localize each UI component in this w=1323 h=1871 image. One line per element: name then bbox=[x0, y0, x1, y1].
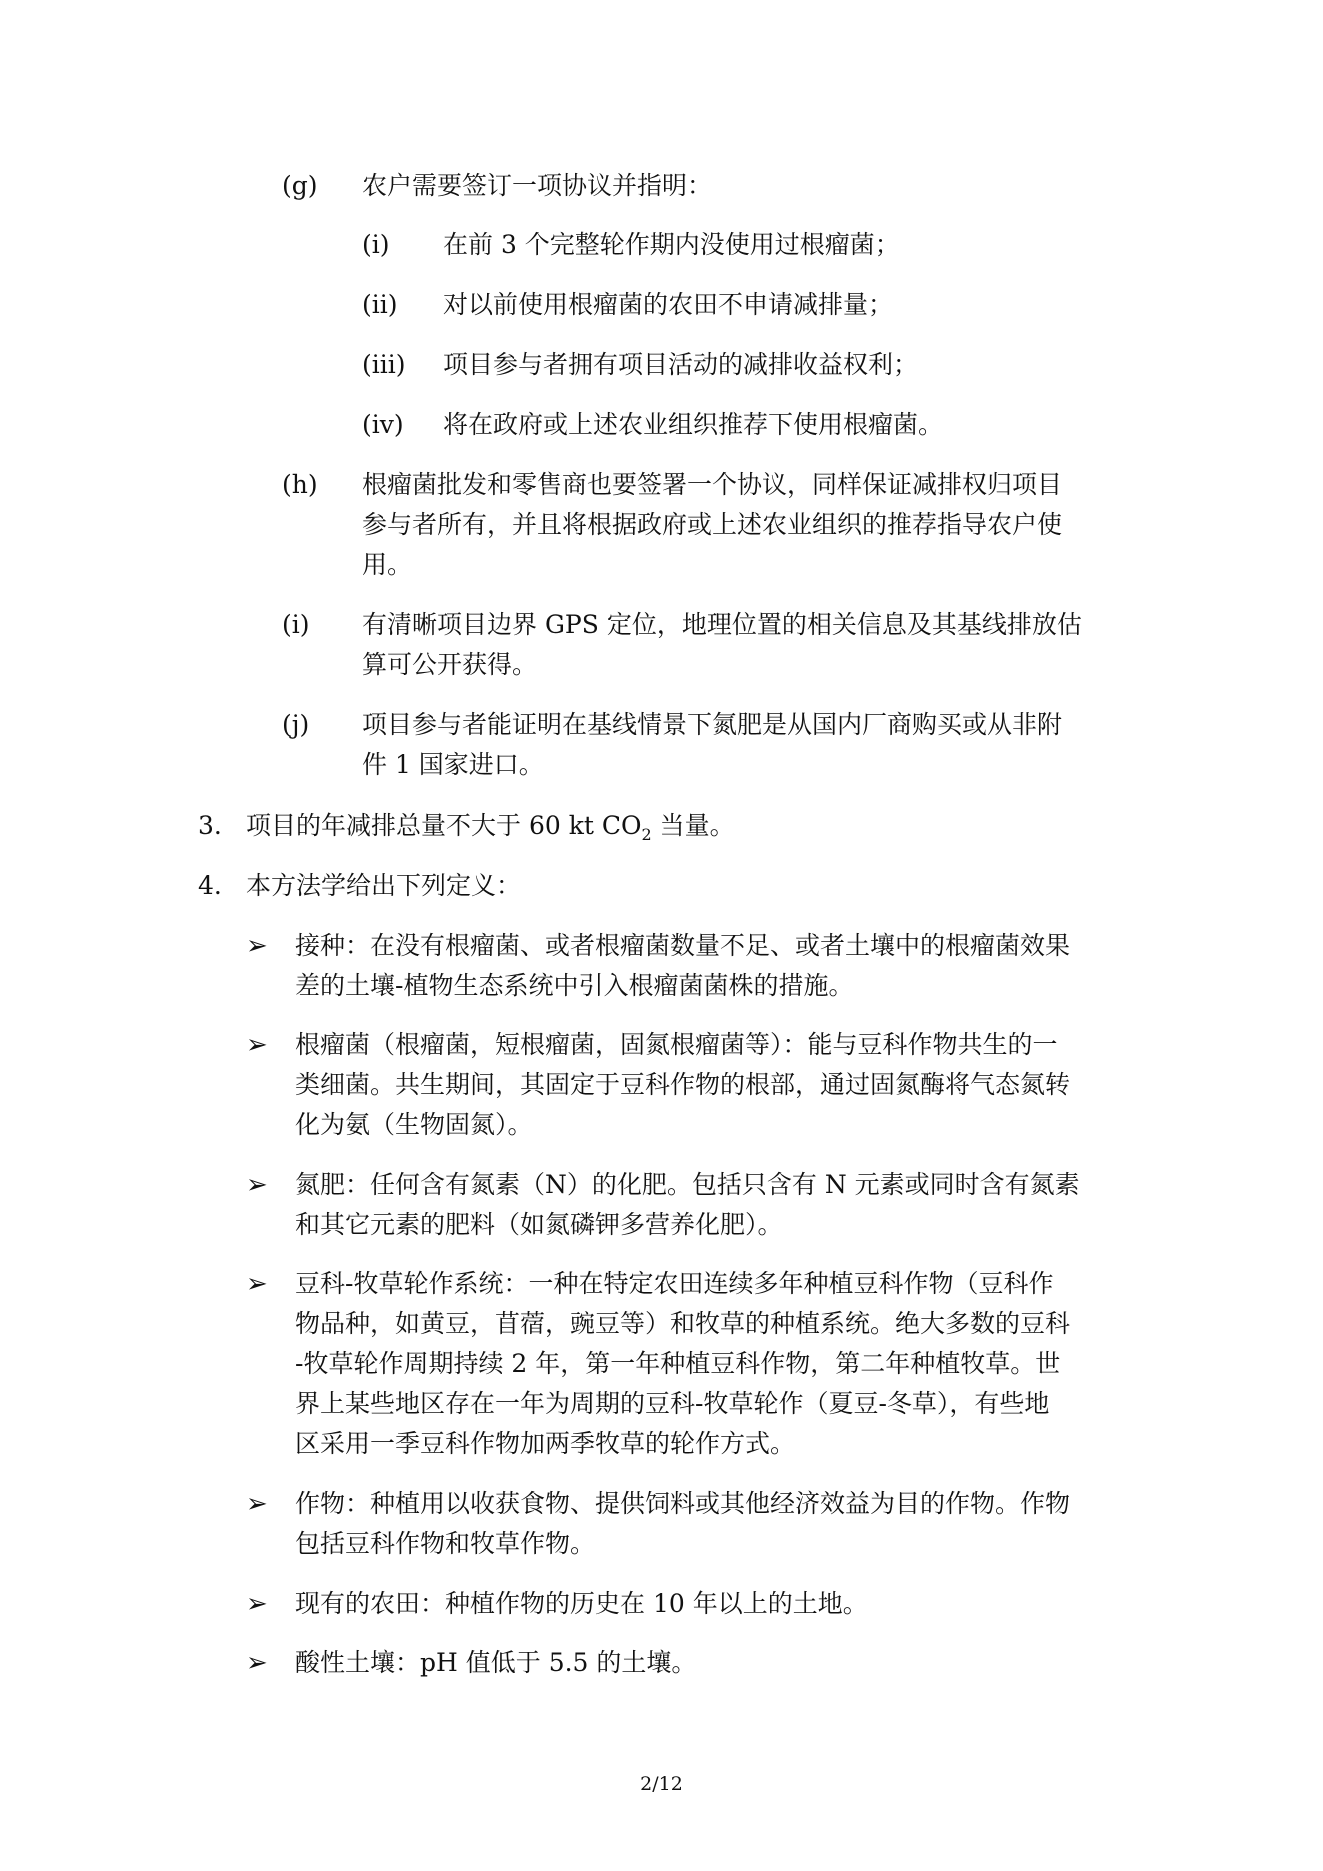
definition-line: 包括豆科作物和牧草作物。 bbox=[295, 1529, 596, 1558]
para-3-subscript: 2 bbox=[641, 825, 652, 844]
definition-line: 作物：种植用以收获食物、提供饲料或其他经济效益为目的作物。作物 bbox=[295, 1489, 1071, 1518]
sub-item-label: (iv) bbox=[362, 410, 404, 439]
definition-line: 区采用一季豆科作物加两季牧草的轮作方式。 bbox=[295, 1429, 796, 1458]
definition-line: 现有的农田：种植作物的历史在 10 年以上的土地。 bbox=[295, 1589, 868, 1618]
para-3-text bbox=[246, 806, 735, 855]
sub-item-label: (iii) bbox=[362, 350, 406, 379]
para-4-text: 本方法学给出下列定义： bbox=[246, 871, 522, 900]
item-h-line: 参与者所有，并且将根据政府或上述农业组织的推荐指导农户使 bbox=[362, 510, 1063, 539]
item-j-line: 件 1 国家进口。 bbox=[362, 750, 544, 779]
bullet-arrow-icon: ➢ bbox=[246, 1170, 268, 1200]
item-j-line: 项目参与者能证明在基线情景下氮肥是从国内厂商购买或从非附 bbox=[362, 710, 1063, 739]
para-3-text-post: 当量。 bbox=[651, 811, 735, 840]
para-4-number: 4. bbox=[198, 871, 222, 900]
sub-item-label: (i) bbox=[362, 230, 390, 259]
definition-line: 和其它元素的肥料（如氮磷钾多营养化肥）。 bbox=[295, 1210, 783, 1239]
bullet-arrow-icon: ➢ bbox=[246, 1269, 268, 1299]
sub-item-text: 对以前使用根瘤菌的农田不申请减排量； bbox=[443, 290, 894, 319]
definition-line: 差的土壤-植物生态系统中引入根瘤菌菌株的措施。 bbox=[295, 971, 854, 1000]
item-h-line: 根瘤菌批发和零售商也要签署一个协议，同样保证减排权归项目 bbox=[362, 470, 1063, 499]
item-i-label: (i) bbox=[282, 610, 310, 639]
item-j-label: (j) bbox=[282, 710, 310, 739]
definition-line: 界上某些地区存在一年为周期的豆科-牧草轮作（夏豆-冬草），有些地 bbox=[295, 1389, 1050, 1418]
bullet-arrow-icon: ➢ bbox=[246, 1648, 268, 1678]
item-h-label: (h) bbox=[282, 470, 318, 499]
item-g-label: (g) bbox=[282, 171, 318, 200]
bullet-arrow-icon: ➢ bbox=[246, 1030, 268, 1060]
sub-item-text: 在前 3 个完整轮作期内没使用过根瘤菌； bbox=[443, 230, 900, 259]
sub-item-text: 项目参与者拥有项目活动的减排收益权利； bbox=[443, 350, 919, 379]
item-g-text: 农户需要签订一项协议并指明： bbox=[362, 171, 713, 200]
definition-line: 化为氨（生物固氮）。 bbox=[295, 1110, 533, 1139]
sub-item-text: 将在政府或上述农业组织推荐下使用根瘤菌。 bbox=[443, 410, 944, 439]
bullet-arrow-icon: ➢ bbox=[246, 1589, 268, 1619]
definition-line: 根瘤菌（根瘤菌，短根瘤菌，固氮根瘤菌等）：能与豆科作物共生的一 bbox=[295, 1030, 1058, 1059]
definition-line: -牧草轮作周期持续 2 年，第一年种植豆科作物，第二年种植牧草。世 bbox=[295, 1349, 1061, 1378]
item-h-line: 用。 bbox=[362, 550, 413, 579]
item-i-line: 算可公开获得。 bbox=[362, 650, 538, 679]
page-number: 2/12 bbox=[640, 1773, 683, 1795]
item-i-line: 有清晰项目边界 GPS 定位，地理位置的相关信息及其基线排放估 bbox=[362, 610, 1082, 639]
definition-line: 物品种，如黄豆，苜蓿，豌豆等）和牧草的种植系统。绝大多数的豆科 bbox=[295, 1309, 1071, 1338]
definition-line: 豆科-牧草轮作系统：一种在特定农田连续多年种植豆科作物（豆科作 bbox=[295, 1269, 1054, 1298]
bullet-arrow-icon: ➢ bbox=[246, 1489, 268, 1519]
definition-line: 类细菌。共生期间，其固定于豆科作物的根部，通过固氮酶将气态氮转 bbox=[295, 1070, 1071, 1099]
bullet-arrow-icon: ➢ bbox=[246, 931, 268, 961]
para-3-text-pre: 项目的年减排总量不大于 60 kt CO bbox=[246, 811, 642, 840]
sub-item-label: (ii) bbox=[362, 290, 398, 319]
definition-line: 酸性土壤：pH 值低于 5.5 的土壤。 bbox=[295, 1648, 697, 1677]
definition-line: 氮肥：任何含有氮素（N）的化肥。包括只含有 N 元素或同时含有氮素 bbox=[295, 1170, 1080, 1199]
definition-line: 接种：在没有根瘤菌、或者根瘤菌数量不足、或者土壤中的根瘤菌效果 bbox=[295, 931, 1071, 960]
para-3-number: 3. bbox=[198, 811, 222, 840]
